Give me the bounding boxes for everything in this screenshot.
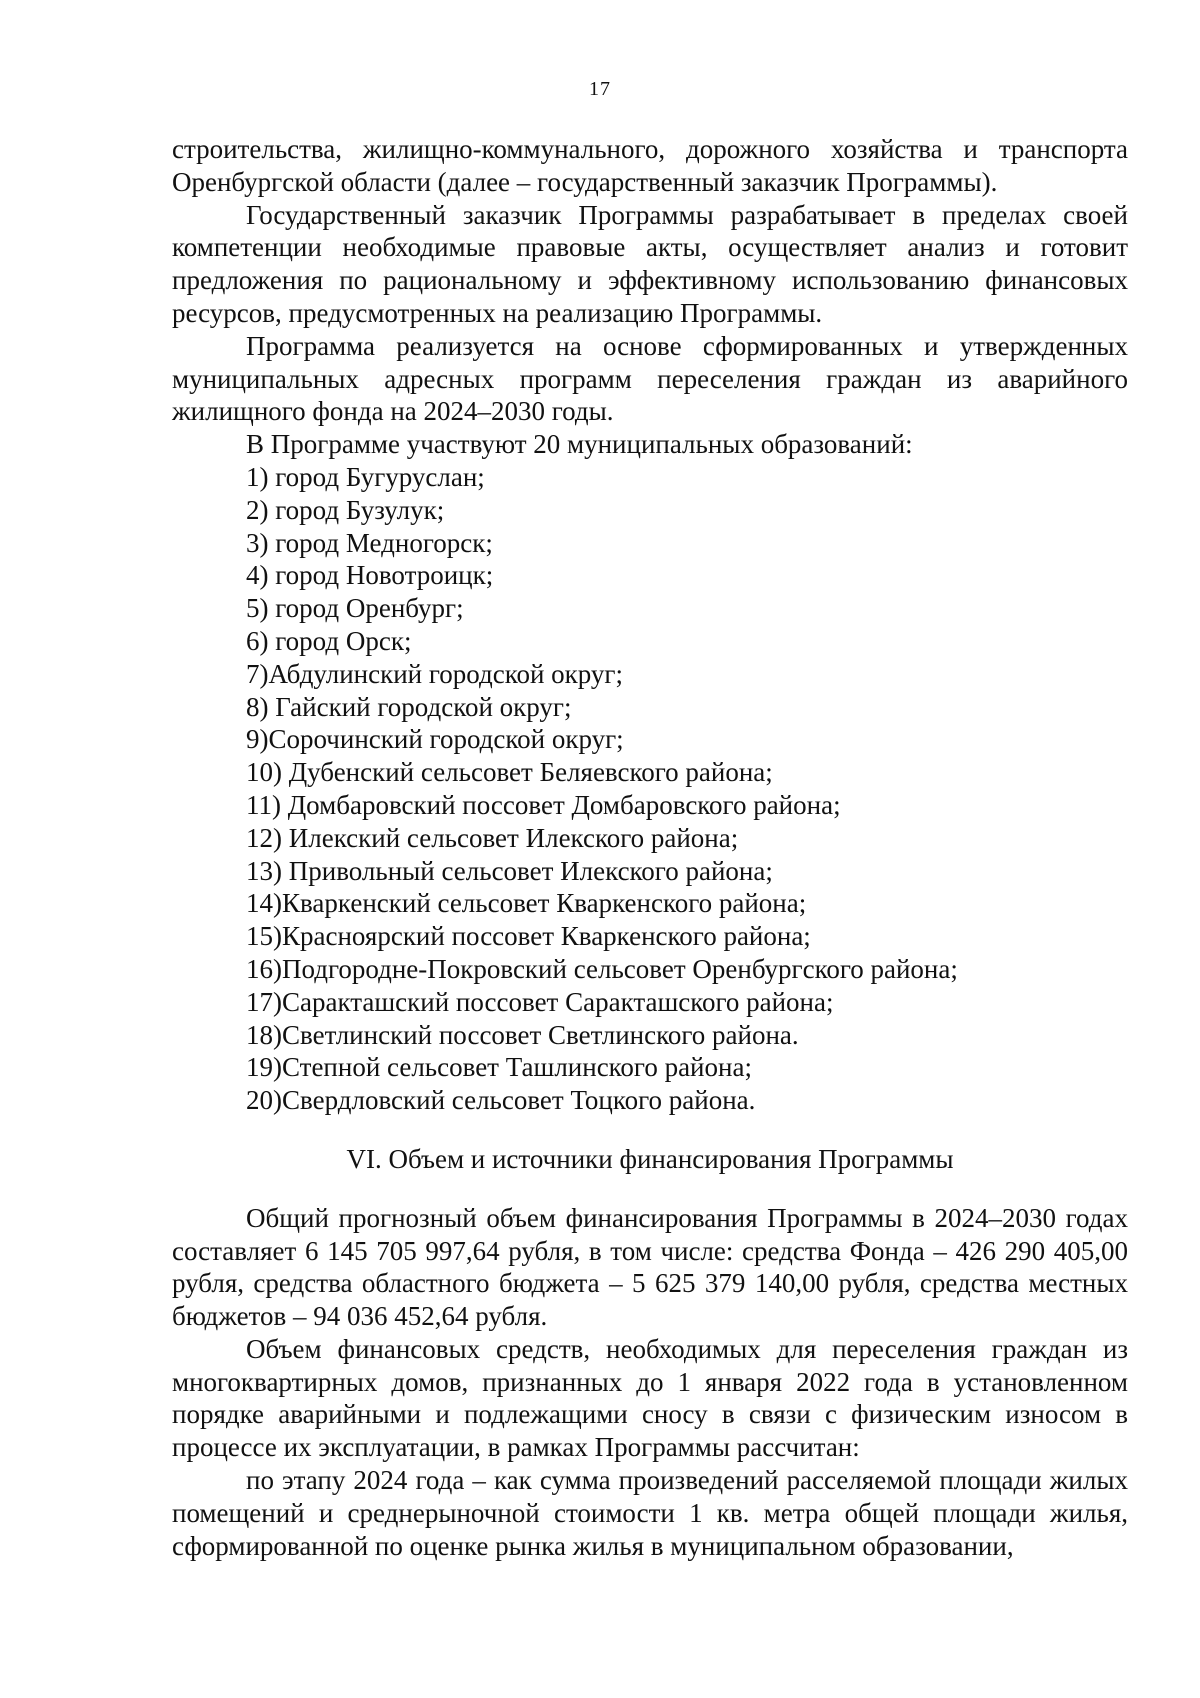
list-item: 20)Свердловский сельсовет Тоцкого района. bbox=[246, 1085, 756, 1116]
municipality-list bbox=[172, 461, 1128, 1117]
list-item: 2) город Бузулук; bbox=[246, 494, 445, 525]
list-item: 19)Степной сельсовет Ташлинского района; bbox=[246, 1052, 752, 1083]
list-item: 16)Подгородне-Покровский сельсовет Оренбургского района; bbox=[246, 953, 958, 984]
list-item: 5) город Оренбург; bbox=[246, 593, 464, 624]
list-item: 1) город Бугуруслан; bbox=[246, 461, 485, 492]
paragraph-stage-2024: по этапу 2024 года – как сумма произведений расселяемой площади жилых помещений и среднерыночной стоимости 1 кв. метра общей площади жилья, сформированной по оценке рынка жилья в муниципальном образовании, bbox=[172, 1465, 1128, 1561]
list-item: 15)Красноярский поссовет Кваркенского района; bbox=[246, 921, 811, 952]
document-body bbox=[172, 133, 1128, 1562]
list-item: 10) Дубенский сельсовет Беляевского района; bbox=[246, 757, 773, 788]
list-item: 7)Абдулинский городской округ; bbox=[246, 658, 623, 689]
section-title: VI. Объем и источники финансирования Программы bbox=[346, 1143, 954, 1174]
list-item: 11) Домбаровский поссовет Домбаровского района; bbox=[246, 789, 841, 820]
list-item: 4) город Новотроицк; bbox=[246, 560, 494, 591]
list-item: 18)Светлинский поссовет Светлинского района. bbox=[246, 1019, 799, 1050]
list-item: 14)Кваркенский сельсовет Кваркенского района; bbox=[246, 888, 807, 919]
list-item: 13) Привольный сельсовет Илекского района; bbox=[246, 855, 773, 886]
list-item: 6) город Орск; bbox=[246, 625, 412, 656]
list-item: 3) город Медногорск; bbox=[246, 527, 493, 558]
paragraph-participants-intro: В Программе участвуют 20 муниципальных образований: bbox=[246, 429, 913, 460]
paragraph-continuation: строительства, жилищно-коммунального, дорожного хозяйства и транспорта Оренбургской области (далее – государственный заказчик Программы). bbox=[172, 134, 1128, 197]
list-item: 9)Сорочинский городской округ; bbox=[246, 724, 624, 755]
paragraph-financing-volume: Объем финансовых средств, необходимых для переселения граждан из многоквартирных домов, признанных до 1 января 2022 года в установленном порядке аварийными и подлежащими сносу в связи с физическим износом в процессе их эксплуатации, в рамках Программы рассчитан: bbox=[172, 1333, 1128, 1463]
list-item: 12) Илекский сельсовет Илекского района; bbox=[246, 822, 739, 853]
paragraph-total-financing: Общий прогнозный объем финансирования Программы в 2024–2030 годах составляет 6 145 705 997,64 рубля, в том числе: средства Фонда – 426 290 405,00 рубля, средства областного бюджета – 5 625 379 140,00 рубля, средства местных бюджетов – 94 036 452,64 рубля. bbox=[172, 1202, 1128, 1332]
page-number: 17 bbox=[589, 78, 611, 100]
list-item: 8) Гайский городской округ; bbox=[246, 691, 572, 722]
paragraph-program-basis: Программа реализуется на основе сформированных и утвержденных муниципальных адресных программ переселения граждан из аварийного жилищного фонда на 2024–2030 годы. bbox=[172, 330, 1128, 427]
paragraph-customer-competence: Государственный заказчик Программы разрабатывает в пределах своей компетенции необходимые правовые акты, осуществляет анализ и готовит предложения по рациональному и эффективному использованию финансовых ресурсов, предусмотренных на реализацию Программы. bbox=[172, 199, 1128, 328]
list-item: 17)Саракташский поссовет Саракташского района; bbox=[246, 986, 834, 1017]
